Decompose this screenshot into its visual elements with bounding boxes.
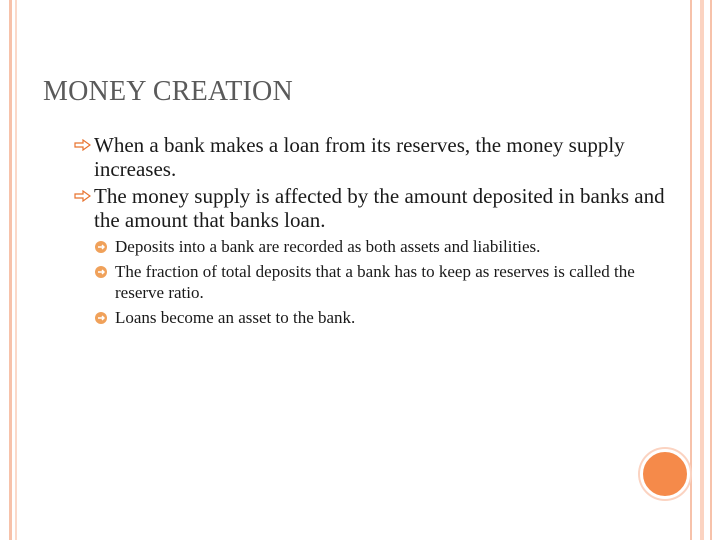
sub-bullet-list [94,236,674,328]
left-border-line [9,0,12,540]
sub-bullet-text: Deposits into a bank are recorded as both assets and liabilities. [115,237,541,256]
circle-bullet-icon [94,240,108,254]
sub-bullet-item [94,261,674,303]
circle-decoration-icon [640,449,690,499]
bullet-item [74,184,674,232]
slide-body [74,133,674,332]
sub-bullet-text: The fraction of total deposits that a bank has to keep as reserves is called the reserve ratio. [115,262,635,302]
circle-bullet-icon [94,265,108,279]
right-border-line-outer [710,0,712,540]
right-border-band [700,0,704,540]
bullet-text: When a bank makes a loan from its reserves, the money supply increases. [94,133,625,181]
bullet-text: The money supply is affected by the amount deposited in banks and the amount that banks loan. [94,184,665,232]
arrow-bullet-icon [74,190,91,202]
circle-bullet-icon [94,311,108,325]
right-border-line [690,0,692,540]
left-border-line-inner [15,0,17,540]
bullet-item [74,133,674,181]
sub-bullet-text: Loans become an asset to the bank. [115,308,356,327]
arrow-bullet-icon [74,139,91,151]
slide-title: MONEY CREATION [43,76,293,107]
sub-bullet-item [94,307,674,328]
sub-bullet-item [94,236,674,257]
